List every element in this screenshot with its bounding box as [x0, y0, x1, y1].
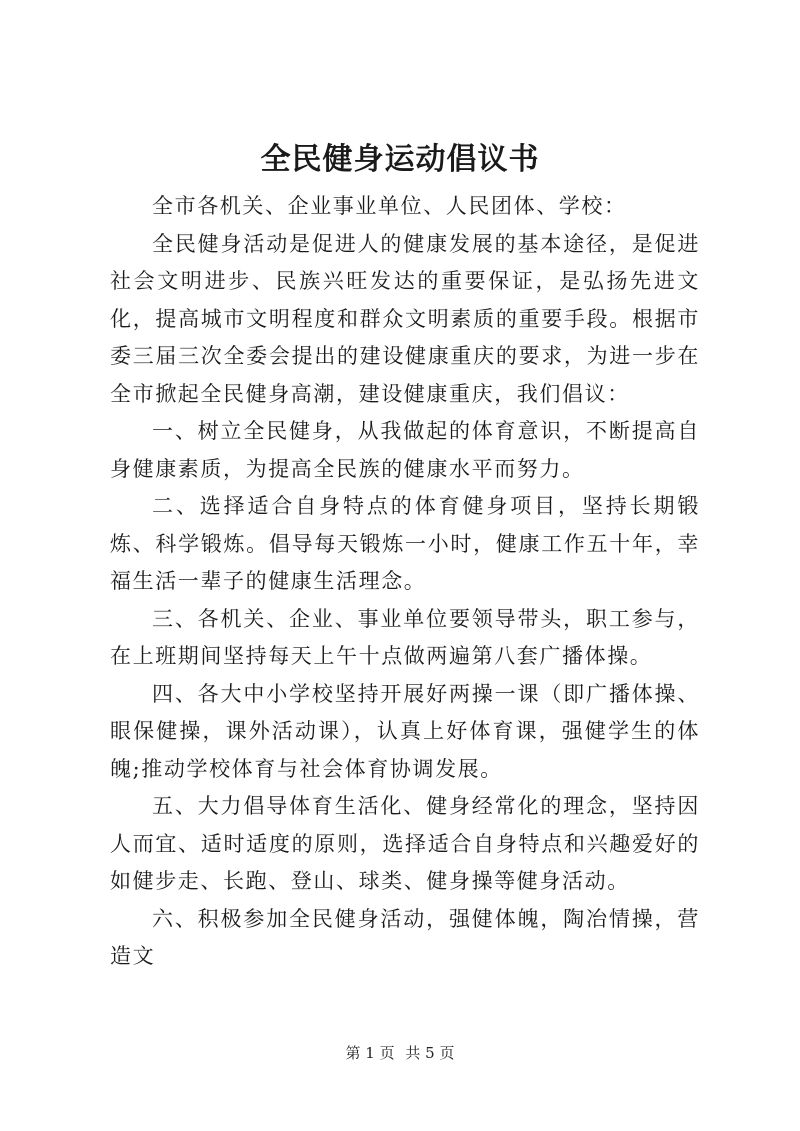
proposal-item-6: 六、积极参加全民健身活动，强健体魄，陶冶情操，营造文 [110, 906, 700, 968]
proposal-item-5: 五、大力倡导体育生活化、健身经常化的理念，坚持因人而宜、适时适度的原则，选择适合自身特点和兴趣爱好的如健步走、长跑、登山、球类、健身操等健身活动。 [110, 794, 700, 893]
proposal-item-3: 三、各机关、企业、事业单位要领导带头，职工参与，在上班期间坚持每天上午十点做两遍第八套广播体操。 [110, 606, 700, 668]
proposal-item-1: 一、树立全民健身，从我做起的体育意识，不断提高自身健康素质，为提高全民族的健康水平而努力。 [110, 419, 700, 481]
intro-paragraph: 全民健身活动是促进人的健康发展的基本途径，是促进社会文明进步、民族兴旺发达的重要保证，是弘扬先进文化，提高城市文明程度和群众文明素质的重要手段。根据市委三届三次全委会提出的建设健康重庆的要求，为进一步在全市掀起全民健身高潮，建设健康重庆，我们倡议： [110, 231, 700, 406]
proposal-item-4: 四、各大中小学校坚持开展好两操一课（即广播体操、眼保健操，课外活动课），认真上好体育课，强健学生的体魄;推动学校体育与社会体育协调发展。 [110, 681, 700, 781]
document-title: 全民健身运动倡议书 [260, 142, 540, 177]
page-number: 第 1 页 [345, 1044, 395, 1062]
page-footer [0, 1043, 800, 1063]
proposal-item-2: 二、选择适合自身特点的体育健身项目，坚持长期锻炼、科学锻炼。倡导每天锻炼一小时，健康工作五十年，幸福生活一辈子的健康生活理念。 [110, 494, 700, 593]
document-body [110, 188, 700, 976]
salutation-paragraph: 全市各机关、企业事业单位、人民团体、学校： [152, 194, 627, 218]
total-pages: 共 5 页 [405, 1044, 455, 1062]
